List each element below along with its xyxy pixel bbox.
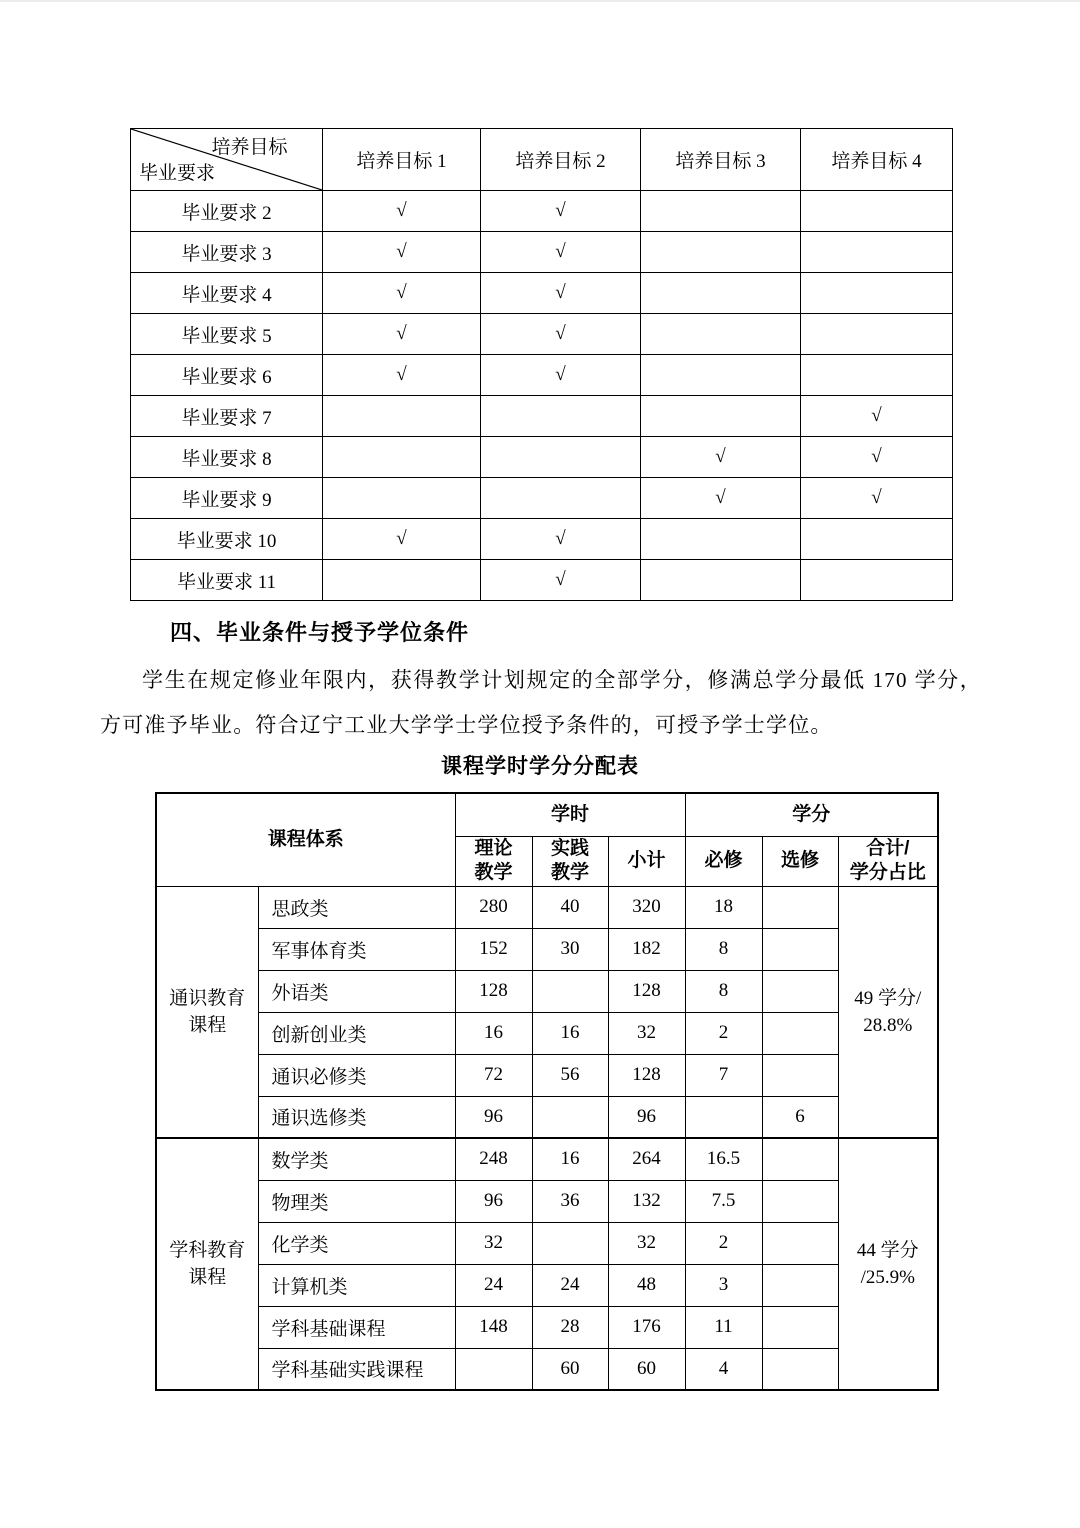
group-name-line1: 学科教育 <box>169 1240 246 1261</box>
course-name: 化学类 <box>258 1222 455 1264</box>
required-credits: 2 <box>685 1012 762 1054</box>
mark-cell <box>801 191 953 232</box>
matrix-row-label: 毕业要求 3 <box>131 232 323 273</box>
table2-title: 课程学时学分分配表 <box>441 755 639 778</box>
matrix-corner-cell <box>131 129 323 191</box>
header-practice <box>532 836 608 886</box>
course-name: 学科基础课程 <box>258 1306 455 1348</box>
diagonal-line <box>131 129 322 190</box>
mark-cell <box>801 519 953 560</box>
elective-credits <box>762 1222 838 1264</box>
matrix-row-label: 毕业要求 5 <box>131 314 323 355</box>
mark-cell: √ <box>481 273 641 314</box>
required-credits: 18 <box>685 886 762 928</box>
mark-cell: √ <box>481 355 641 396</box>
elective-credits: 6 <box>762 1096 838 1138</box>
group-total-line1: 49 学分/ <box>854 987 922 1009</box>
practice-hours <box>532 1096 608 1138</box>
mark-cell: √ <box>323 191 481 232</box>
header-theory-line1: 理论 <box>474 838 513 859</box>
mark-cell: √ <box>641 437 801 478</box>
group-name-line2: 课程 <box>188 1014 227 1036</box>
subtotal-hours: 176 <box>608 1306 685 1348</box>
header-practice-line1: 实践 <box>551 838 590 859</box>
header-hours: 学时 <box>455 793 685 836</box>
required-credits: 11 <box>685 1306 762 1348</box>
practice-hours: 24 <box>532 1264 608 1306</box>
table-row <box>156 1264 938 1306</box>
subtotal-hours: 320 <box>608 886 685 928</box>
matrix-col-header: 培养目标 2 <box>481 129 641 191</box>
section-heading: 四、毕业条件与授予学位条件 <box>170 620 470 645</box>
subtotal-hours: 128 <box>608 970 685 1012</box>
header-required: 必修 <box>685 836 762 886</box>
header-course-system: 课程体系 <box>156 793 455 886</box>
table-row <box>131 560 953 601</box>
required-credits <box>685 1096 762 1138</box>
elective-credits <box>762 928 838 970</box>
mark-cell <box>801 232 953 273</box>
matrix-row-label: 毕业要求 4 <box>131 273 323 314</box>
group-name-general-education <box>156 886 258 1138</box>
mark-cell <box>481 437 641 478</box>
elective-credits <box>762 1180 838 1222</box>
header-theory <box>455 836 532 886</box>
subtotal-hours: 128 <box>608 1054 685 1096</box>
mark-cell <box>801 314 953 355</box>
mark-cell <box>641 355 801 396</box>
mark-cell <box>323 437 481 478</box>
theory-hours: 24 <box>455 1264 532 1306</box>
required-credits: 8 <box>685 928 762 970</box>
mark-cell <box>481 396 641 437</box>
theory-hours: 148 <box>455 1306 532 1348</box>
header-total-ratio <box>838 836 938 886</box>
matrix-row-label: 毕业要求 8 <box>131 437 323 478</box>
practice-hours: 56 <box>532 1054 608 1096</box>
practice-hours: 16 <box>532 1012 608 1054</box>
theory-hours: 72 <box>455 1054 532 1096</box>
required-credits: 16.5 <box>685 1138 762 1180</box>
table-row <box>156 970 938 1012</box>
section-paragraph: 学生在规定修业年限内，获得教学计划规定的全部学分，修满总学分最低 170 学分，方可准予毕业。符合辽宁工业大学学士学位授予条件的，可授予学士学位。 <box>100 668 982 737</box>
table-row <box>131 191 953 232</box>
table-row <box>156 1180 938 1222</box>
theory-hours: 16 <box>455 1012 532 1054</box>
page-top-edge <box>0 0 1080 2</box>
required-credits: 3 <box>685 1264 762 1306</box>
mark-cell <box>801 355 953 396</box>
header-total-line1: 合计/ <box>866 838 910 859</box>
table2-header-row-1 <box>156 793 938 836</box>
mark-cell <box>641 314 801 355</box>
table-row <box>131 396 953 437</box>
table-row <box>131 232 953 273</box>
matrix-row-label: 毕业要求 2 <box>131 191 323 232</box>
table-row <box>156 1306 938 1348</box>
mark-cell <box>641 191 801 232</box>
header-elective: 选修 <box>762 836 838 886</box>
practice-hours: 28 <box>532 1306 608 1348</box>
theory-hours: 248 <box>455 1138 532 1180</box>
theory-hours <box>455 1348 532 1390</box>
mark-cell: √ <box>481 314 641 355</box>
course-name: 物理类 <box>258 1180 455 1222</box>
matrix-header-row <box>131 129 953 191</box>
course-name: 军事体育类 <box>258 928 455 970</box>
mark-cell: √ <box>481 232 641 273</box>
subtotal-hours: 132 <box>608 1180 685 1222</box>
mark-cell: √ <box>323 232 481 273</box>
theory-hours: 96 <box>455 1096 532 1138</box>
mark-cell <box>323 478 481 519</box>
mark-cell <box>641 273 801 314</box>
mark-cell: √ <box>801 437 953 478</box>
group-total-line2: /25.9% <box>860 1267 915 1288</box>
mark-cell <box>641 232 801 273</box>
mark-cell: √ <box>323 273 481 314</box>
required-credits: 2 <box>685 1222 762 1264</box>
practice-hours: 40 <box>532 886 608 928</box>
course-name: 计算机类 <box>258 1264 455 1306</box>
required-credits: 8 <box>685 970 762 1012</box>
mark-cell: √ <box>641 478 801 519</box>
table-row <box>131 437 953 478</box>
group-name-discipline-education <box>156 1138 258 1390</box>
elective-credits <box>762 1306 838 1348</box>
mark-cell <box>801 273 953 314</box>
header-subtotal: 小计 <box>608 836 685 886</box>
group-total-discipline-education <box>838 1138 938 1390</box>
course-name: 通识必修类 <box>258 1054 455 1096</box>
table-row <box>131 273 953 314</box>
table-row <box>156 928 938 970</box>
group-name-line2: 课程 <box>188 1267 227 1288</box>
mark-cell <box>323 560 481 601</box>
group-total-line2: 28.8% <box>863 1014 913 1036</box>
mark-cell: √ <box>801 396 953 437</box>
course-name: 思政类 <box>258 886 455 928</box>
theory-hours: 152 <box>455 928 532 970</box>
group-total-line1: 44 学分 <box>856 1240 919 1261</box>
theory-hours: 96 <box>455 1180 532 1222</box>
mark-cell <box>641 560 801 601</box>
matrix-col-header: 培养目标 4 <box>801 129 953 191</box>
practice-hours: 16 <box>532 1138 608 1180</box>
theory-hours: 280 <box>455 886 532 928</box>
subtotal-hours: 48 <box>608 1264 685 1306</box>
group-name-line1: 通识教育 <box>169 987 246 1009</box>
matrix-row-label: 毕业要求 7 <box>131 396 323 437</box>
header-total-line2: 学分占比 <box>849 862 926 883</box>
subtotal-hours: 264 <box>608 1138 685 1180</box>
mark-cell: √ <box>481 519 641 560</box>
table-row <box>156 1012 938 1054</box>
header-practice-line2: 教学 <box>551 862 590 883</box>
table-row <box>156 1222 938 1264</box>
practice-hours <box>532 1222 608 1264</box>
mark-cell: √ <box>323 519 481 560</box>
matrix-col-header: 培养目标 1 <box>323 129 481 191</box>
matrix-row-label: 毕业要求 9 <box>131 478 323 519</box>
table-row <box>131 478 953 519</box>
elective-credits <box>762 970 838 1012</box>
mark-cell: √ <box>323 355 481 396</box>
matrix-row-label: 毕业要求 11 <box>131 560 323 601</box>
required-credits: 7.5 <box>685 1180 762 1222</box>
subtotal-hours: 60 <box>608 1348 685 1390</box>
mark-cell: √ <box>481 560 641 601</box>
corner-label-objectives: 培养目标 <box>211 137 288 158</box>
table-row <box>131 314 953 355</box>
elective-credits <box>762 886 838 928</box>
practice-hours: 36 <box>532 1180 608 1222</box>
elective-credits <box>762 1054 838 1096</box>
header-theory-line2: 教学 <box>474 862 513 883</box>
elective-credits <box>762 1264 838 1306</box>
corner-label-requirements: 毕业要求 <box>139 163 216 184</box>
table-row <box>156 886 938 928</box>
practice-hours: 60 <box>532 1348 608 1390</box>
elective-credits <box>762 1138 838 1180</box>
mark-cell: √ <box>801 478 953 519</box>
mark-cell <box>641 396 801 437</box>
header-credits: 学分 <box>685 793 938 836</box>
group-total-general-education <box>838 886 938 1138</box>
elective-credits <box>762 1348 838 1390</box>
table-row <box>131 355 953 396</box>
mark-cell <box>481 478 641 519</box>
elective-credits <box>762 1012 838 1054</box>
course-name: 通识选修类 <box>258 1096 455 1138</box>
subtotal-hours: 32 <box>608 1012 685 1054</box>
required-credits: 7 <box>685 1054 762 1096</box>
theory-hours: 128 <box>455 970 532 1012</box>
table-row <box>156 1054 938 1096</box>
practice-hours <box>532 970 608 1012</box>
matrix-col-header: 培养目标 3 <box>641 129 801 191</box>
course-name: 创新创业类 <box>258 1012 455 1054</box>
practice-hours: 30 <box>532 928 608 970</box>
mark-cell: √ <box>323 314 481 355</box>
objectives-requirements-matrix <box>130 128 953 601</box>
required-credits: 4 <box>685 1348 762 1390</box>
subtotal-hours: 96 <box>608 1096 685 1138</box>
subtotal-hours: 182 <box>608 928 685 970</box>
table-row <box>156 1096 938 1138</box>
table-row <box>156 1138 938 1180</box>
course-name: 数学类 <box>258 1138 455 1180</box>
table-row <box>156 1348 938 1390</box>
matrix-row-label: 毕业要求 10 <box>131 519 323 560</box>
course-name: 外语类 <box>258 970 455 1012</box>
matrix-row-label: 毕业要求 6 <box>131 355 323 396</box>
course-hours-credits-table <box>155 792 939 1391</box>
mark-cell <box>801 560 953 601</box>
mark-cell: √ <box>481 191 641 232</box>
mark-cell <box>641 519 801 560</box>
subtotal-hours: 32 <box>608 1222 685 1264</box>
theory-hours: 32 <box>455 1222 532 1264</box>
table-row <box>131 519 953 560</box>
course-name: 学科基础实践课程 <box>258 1348 455 1390</box>
mark-cell <box>323 396 481 437</box>
